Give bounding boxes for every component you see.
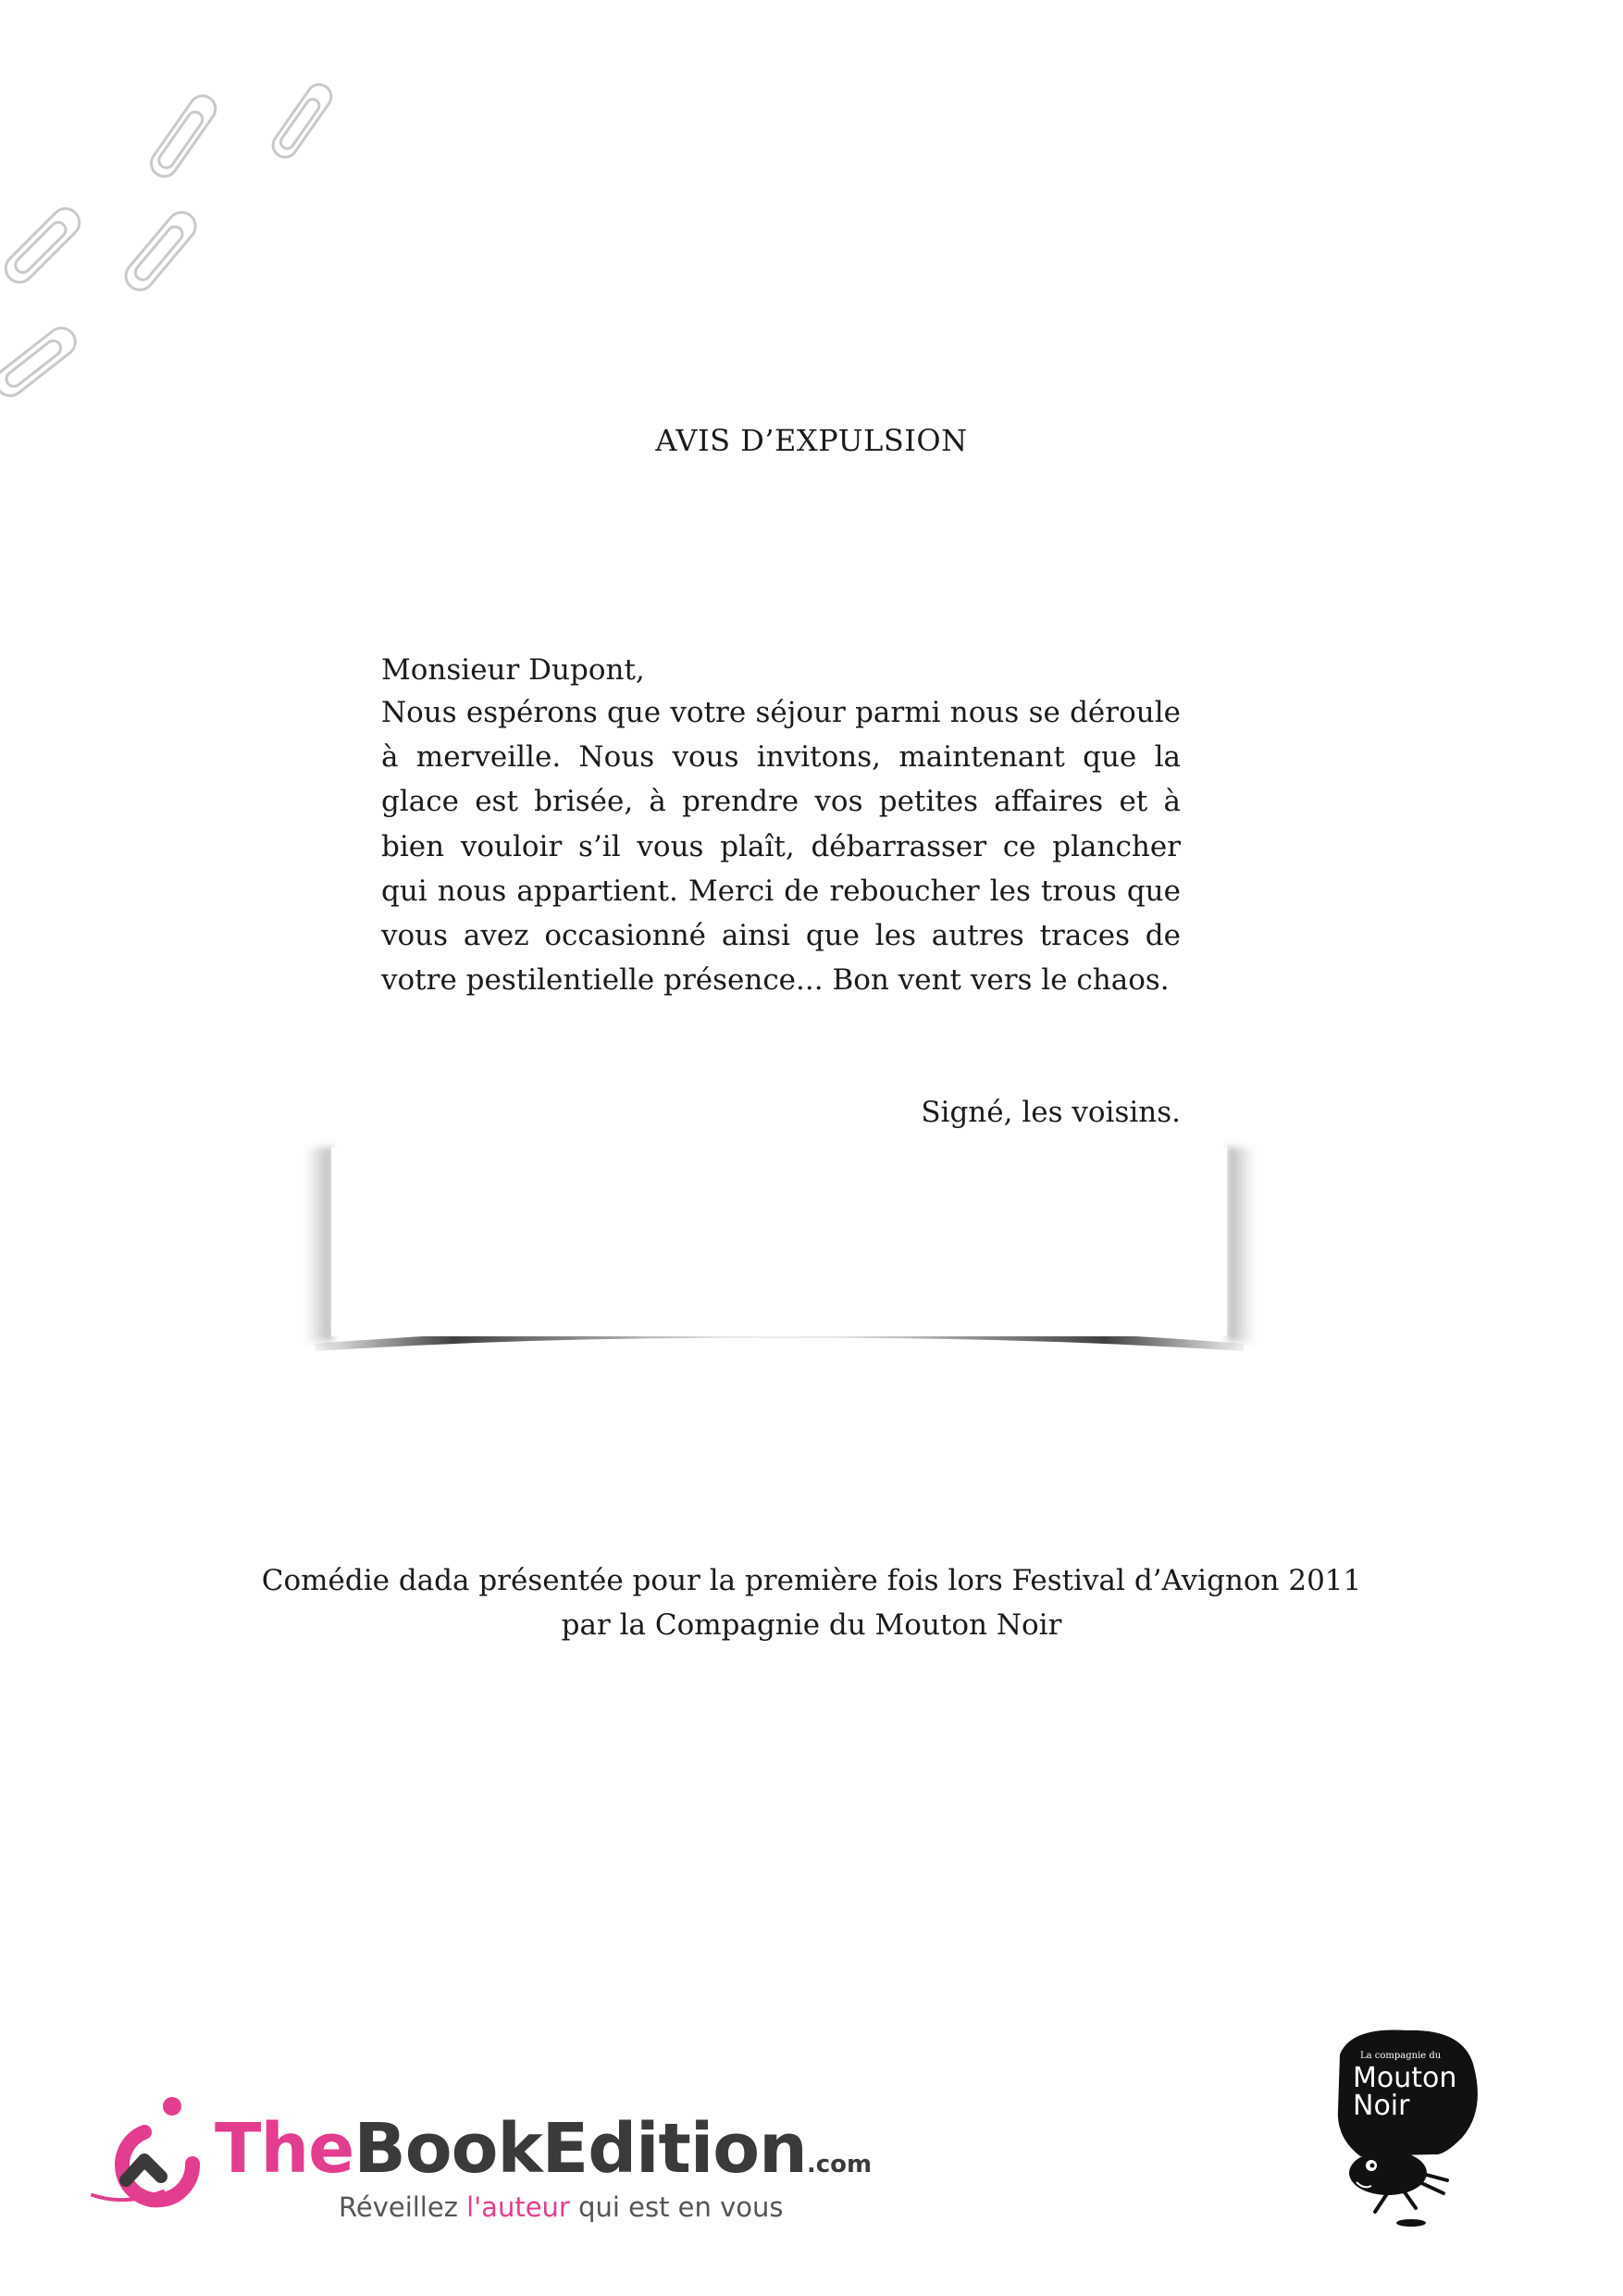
publisher-logo-mark-icon bbox=[89, 2091, 209, 2212]
letter-salutation: Monsieur Dupont, bbox=[381, 653, 645, 687]
publisher-word-the: The bbox=[215, 2109, 354, 2189]
company-logo-small-text: La compagnie du bbox=[1360, 2051, 1442, 2061]
paperclip-cluster bbox=[0, 0, 370, 407]
publisher-tagline-accent: l'auteur bbox=[466, 2191, 570, 2223]
paperclip-icon bbox=[120, 206, 201, 295]
publisher-wordmark bbox=[215, 2109, 873, 2202]
letter-card-lower bbox=[331, 1148, 1227, 1336]
company-logo bbox=[1323, 2017, 1490, 2230]
caption-line-1: Comédie dada présentée pour la première fois lors Festival d’Avignon 2011 bbox=[261, 1564, 1362, 1597]
paperclip-icon bbox=[0, 203, 85, 288]
publisher-tagline-end: qui est en vous bbox=[569, 2191, 784, 2223]
page-title: AVIS D’EXPULSION bbox=[655, 423, 968, 458]
publisher-tagline bbox=[339, 2191, 784, 2223]
publisher-word-com: .com bbox=[806, 2151, 873, 2178]
card-shadow-right bbox=[1227, 1147, 1255, 1343]
black-sheep-icon bbox=[1323, 2017, 1490, 2230]
publisher-word-book: Book bbox=[353, 2109, 542, 2189]
paperclip-icon bbox=[146, 91, 220, 181]
company-logo-word-2: Noir bbox=[1353, 2090, 1410, 2122]
letter-signature: Signé, les voisins. bbox=[921, 1096, 1181, 1129]
paperclip-icon bbox=[268, 80, 336, 162]
company-logo-word-1: Mouton bbox=[1353, 2062, 1457, 2094]
publisher-tagline-start: Réveillez bbox=[339, 2191, 467, 2223]
paperclip-icon bbox=[0, 322, 81, 401]
card-shadow-left bbox=[305, 1147, 333, 1343]
letter-body: Nous espérons que votre séjour parmi nous se déroule à merveille. Nous vous invitons, maintenant que la glace est brisée, à prendre vos petites affaires et à bien vouloir s’il vous plaît, débarrasser ce plancher qui nous appartient. Merci de reboucher les trous que vous avez occasionné ainsi que les autres traces de votre pestilentielle présence... Bon vent vers le chaos. bbox=[381, 696, 1181, 998]
caption-line-2: par la Compagnie du Mouton Noir bbox=[561, 1608, 1062, 1642]
publisher-logo bbox=[89, 2091, 873, 2230]
publisher-word-edition: Edition bbox=[541, 2109, 807, 2189]
